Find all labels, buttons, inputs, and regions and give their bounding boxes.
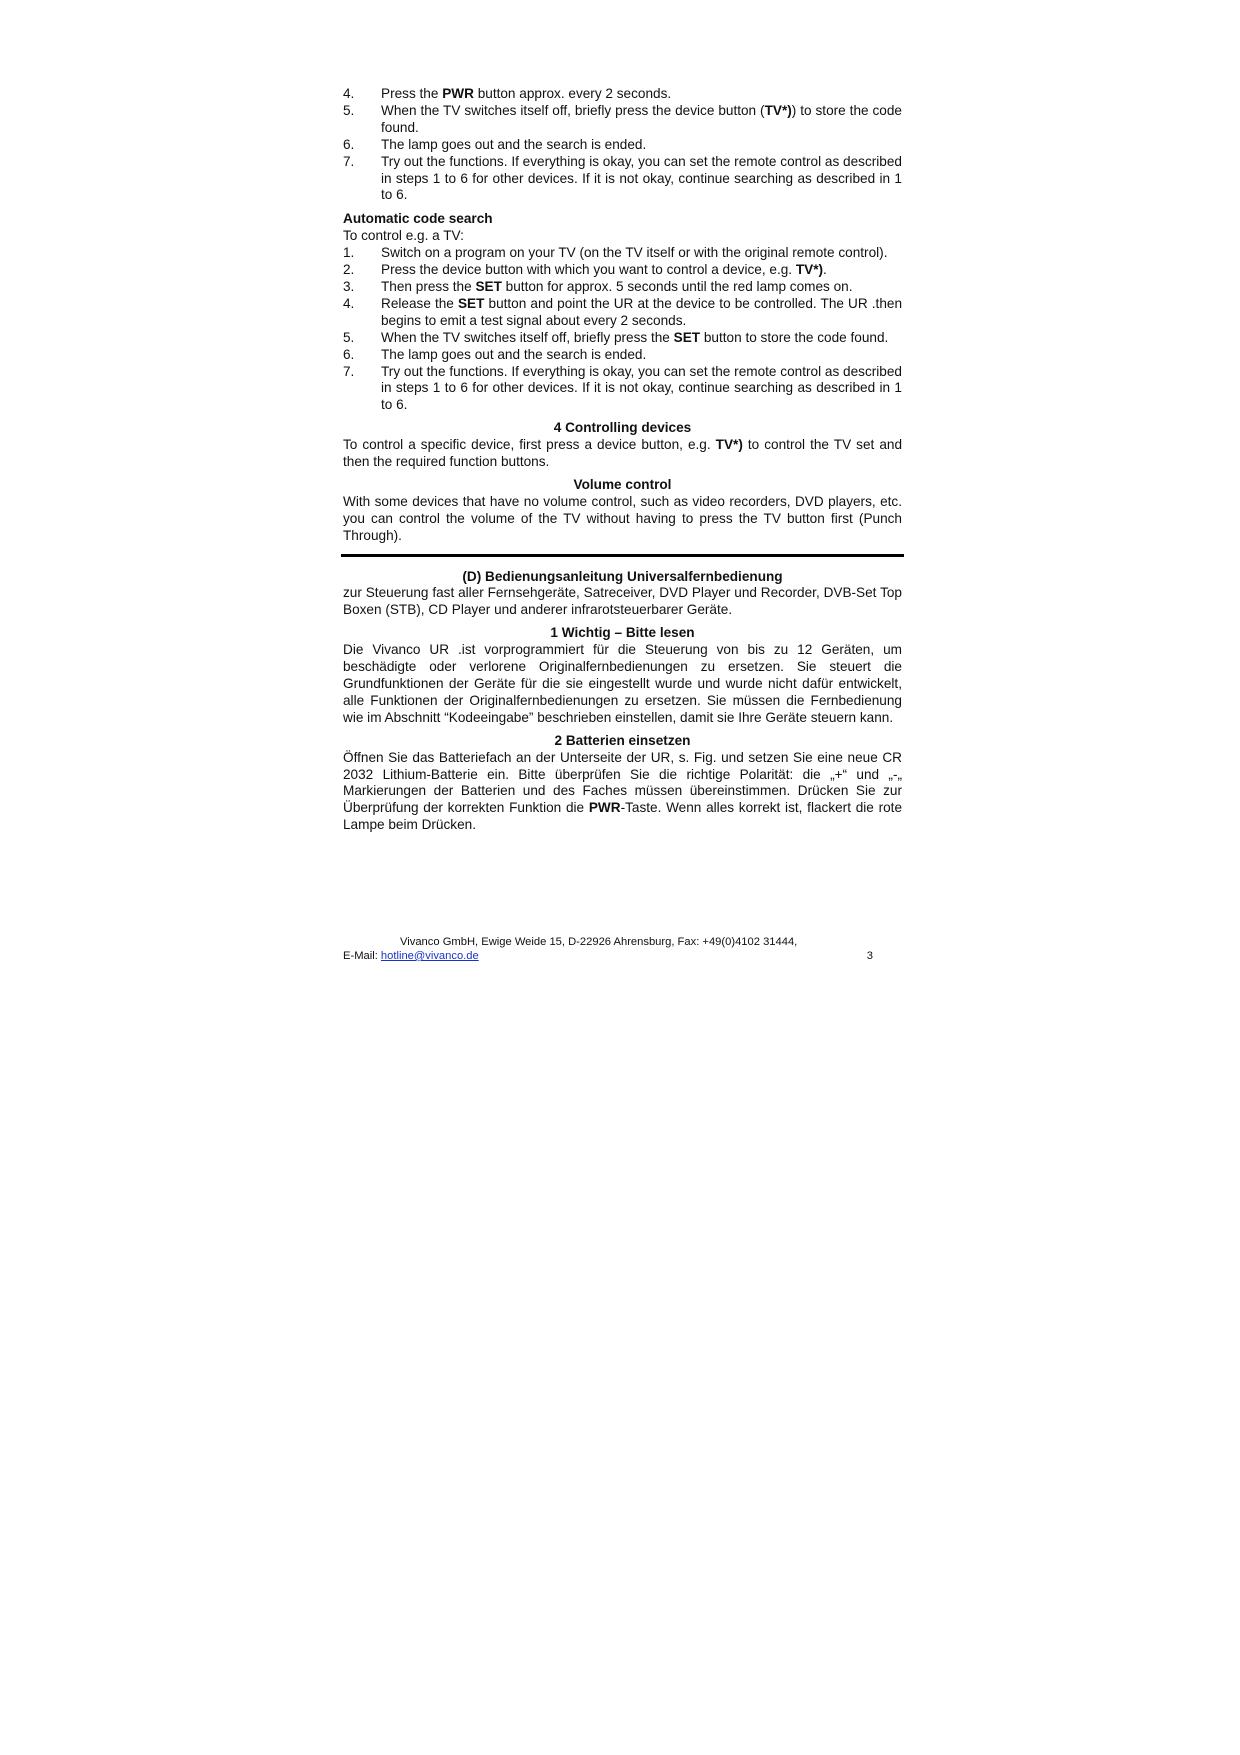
batterien-paragraph: Öffnen Sie das Batteriefach an der Unterseite der UR, s. Fig. und setzen Sie eine neue CR 2032 Lithium-Batterie ein. Bitte überprüfen Sie die richtige Polarität: die „+“ und „-„ Markierungen der Batterien und des Faches müssen übereinstimmen. Drücken Sie zur Überprüfung der korrekten Funktion die PWR-Taste. Wenn alles korrekt ist, flackert die rote Lampe beim Drücken. [343, 749, 903, 833]
bold-term: TV*) [764, 102, 792, 118]
bold-term: TV*) [715, 437, 743, 453]
list-item [343, 86, 902, 103]
section-heading-volume: Volume control [573, 476, 672, 492]
list-item-text: Release the SET button and point the UR at the device to be controlled. The UR .then begins to emit a test signal about every 2 seconds. [381, 295, 902, 328]
list-item [343, 103, 902, 137]
controlling-paragraph: To control a specific device, first press a device button, e.g. TV*) to control the TV set and then the required function buttons. [343, 437, 903, 470]
email-label: E-Mail: [343, 950, 381, 962]
bold-term: PWR [442, 86, 474, 101]
steps-list-automatic [343, 245, 902, 414]
list-item-number: 4. [343, 86, 355, 101]
list-item [343, 154, 902, 205]
footer-row [343, 949, 873, 963]
bold-term: TV*) [795, 262, 824, 278]
footer-address: Vivanco GmbH, Ewige Weide 15, D-22926 Ahrensburg, Fax: +49(0)4102 31444, [400, 936, 798, 948]
page-column [343, 86, 902, 834]
section-heading-controlling: 4 Controlling devices [553, 420, 692, 436]
bold-term: SET [673, 329, 701, 345]
section-heading-automatic: Automatic code search [343, 211, 493, 227]
list-item-text: Press the device button with which you want to control a device, e.g. TV*). [381, 262, 827, 278]
section-heading-german: (D) Bedienungsanleitung Universalfernbedienung [462, 568, 783, 584]
footer-email [343, 949, 479, 963]
list-item-number: 5. [343, 329, 355, 345]
list-item-number: 7. [343, 153, 355, 169]
volume-paragraph: With some devices that have no volume control, such as video recorders, DVD players, etc. you can control the volume of the TV without having to press the TV button first (Punch Through). [343, 493, 902, 543]
steps-list-manual [343, 86, 902, 204]
page-footer [343, 935, 873, 963]
automatic-intro: To control e.g. a TV: [343, 228, 464, 244]
list-item-text: The lamp goes out and the search is ended. [381, 346, 647, 362]
list-item-number: 6. [343, 136, 355, 152]
list-item-text: When the TV switches itself off, briefly press the device button (TV*)) to store the code found. [381, 102, 902, 135]
list-item [343, 330, 902, 347]
german-intro: zur Steuerung fast aller Fernsehgeräte, Satreceiver, DVD Player und Recorder, DVB-Set Top Boxen (STB), CD Player und anderer infrarotsteuerbarer Geräte. [343, 585, 902, 618]
bold-term: SET [475, 278, 502, 294]
wichtig-paragraph: Die Vivanco UR .ist vorprogrammiert für die Steuerung von bis zu 12 Geräten, um beschädigte oder verlorene Originalfernbedienungen zu ersetzen. Sie steuert die Grundfunktionen der Geräte für die sie eingestellt wurde und wurde nicht dafür entwickelt, alle Funktionen der Originalfernbedienungen zu ersetzen. Sie müssen die Fernbedienung wie im Abschnitt “Kodeeingabe” beschrieben einstellen, damit sie Ihre Geräte steuern kann. [343, 642, 902, 725]
list-item-number: 6. [343, 346, 355, 362]
list-item-number: 4. [343, 295, 355, 311]
list-item [343, 137, 902, 154]
list-item [343, 245, 902, 262]
section-heading-batterien: 2 Batterien einsetzen [554, 732, 691, 748]
list-item-number: 2. [343, 262, 355, 278]
list-item-text: Try out the functions. If everything is okay, you can set the remote control as described in steps 1 to 6 for other devices. If it is not okay, continue searching as described in 1 to 6. [381, 153, 902, 203]
list-item [343, 279, 902, 296]
list-item-number: 7. [343, 363, 355, 379]
list-item-text: When the TV switches itself off, briefly press the SET button to store the code found. [381, 329, 889, 345]
list-item [343, 347, 902, 364]
bold-term: PWR [588, 800, 621, 816]
section-divider [341, 554, 904, 557]
list-item-text: Press the PWR button approx. every 2 seconds. [381, 86, 672, 101]
bold-term: SET [457, 295, 485, 311]
page-number: 3 [866, 950, 873, 962]
list-item-number: 5. [343, 102, 355, 118]
list-item [343, 296, 902, 330]
list-item-number: 1. [343, 245, 355, 261]
list-item-text: Then press the SET button for approx. 5 seconds until the red lamp comes on. [381, 278, 853, 294]
list-item-number: 3. [343, 278, 355, 294]
list-item-text: Switch on a program on your TV (on the TV itself or with the original remote control). [381, 245, 888, 261]
list-item [343, 364, 902, 415]
list-item-text: The lamp goes out and the search is ended. [381, 136, 647, 152]
list-item [343, 262, 902, 279]
email-link[interactable]: hotline@vivanco.de [380, 950, 479, 962]
list-item-text: Try out the functions. If everything is okay, you can set the remote control as described in steps 1 to 6 for other devices. If it is not okay, continue searching as described in 1 to 6. [381, 363, 902, 413]
section-heading-wichtig: 1 Wichtig – Bitte lesen [550, 625, 695, 641]
